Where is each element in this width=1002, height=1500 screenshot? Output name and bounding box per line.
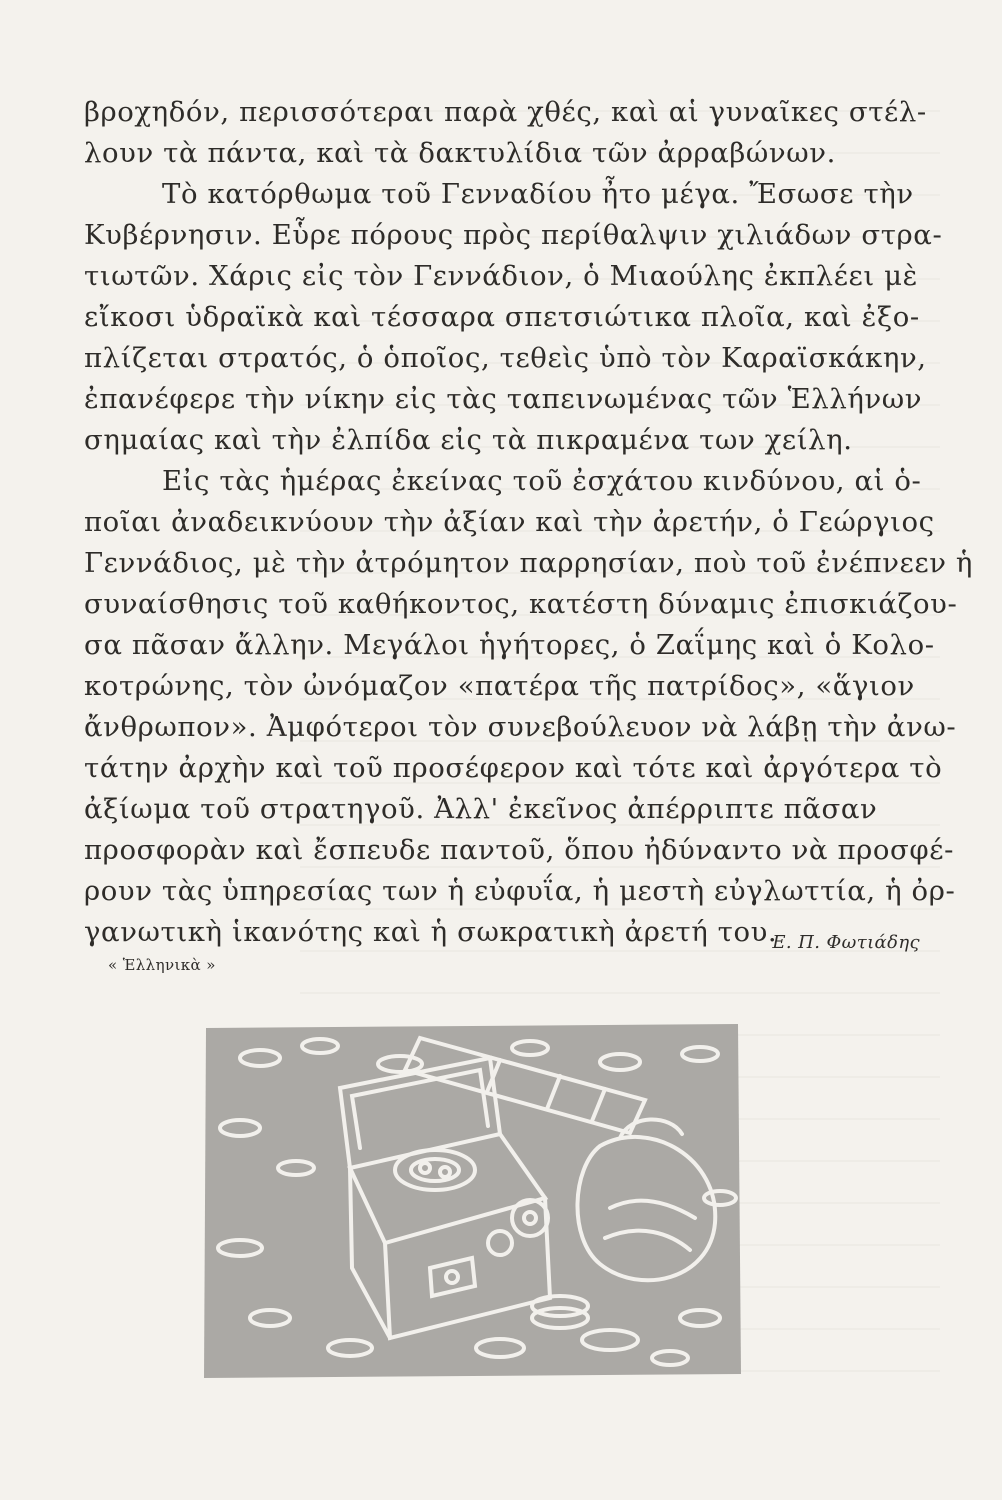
article-body [84, 92, 973, 953]
text-line: βροχηδόν, περισσότεραι παρὰ χθές, καὶ αἱ γυναῖκες στέλ- [84, 96, 927, 128]
text-line: τιωτῶν. Χάρις εἰς τὸν Γεννάδιον, ὁ Μιαούλης ἐκπλέει μὲ [84, 260, 918, 292]
text-line: ἄνθρωπον». Ἀμφότεροι τὸν συνεβούλευον νὰ λάβῃ τὴν ἀνω- [84, 711, 957, 743]
text-line: ἐπανέφερε τὴν νίκην εἰς τὰς ταπεινωμένας τῶν Ἑλλήνων [84, 383, 923, 415]
text-line: Γεννάδιος, μὲ τὴν ἀτρόμητον παρρησίαν, ποὺ τοῦ ἐνέπνεεν ἡ [84, 547, 973, 579]
text-line: ποῖαι ἀναδεικνύουν τὴν ἀξίαν καὶ τὴν ἀρετήν, ὁ Γεώργιος [84, 506, 935, 538]
text-line: σημαίας καὶ τὴν ἐλπίδα εἰς τὰ πικραμένα των χείλη. [84, 424, 853, 456]
source-citation: « Ἑλληνικὰ » [108, 956, 216, 974]
text-line: γανωτικὴ ἱκανότης καὶ ἡ σωκρατικὴ ἀρετή του. [84, 916, 778, 948]
text-line: λουν τὰ πάντα, καὶ τὰ δακτυλίδια τῶν ἀρραβώνων. [84, 137, 836, 169]
paragraph-1 [84, 92, 928, 174]
text-line: κοτρώνης, τὸν ὠνόμαζον «πατέρα τῆς πατρίδος», «ἅγιον [84, 670, 915, 702]
text-line: εἴκοσι ὑδραϊκὰ καὶ τέσσαρα σπετσιώτικα πλοῖα, καὶ ἐξο- [84, 301, 920, 333]
text-line: Εἰς τὰς ἡμέρας ἐκείνας τοῦ ἐσχάτου κινδύνου, αἱ ὁ- [162, 465, 922, 497]
author-signature: Ε. Π. Φωτιάδης [772, 932, 920, 953]
treasure-chest-illustration [200, 1018, 745, 1383]
text-line: ρουν τὰς ὑπηρεσίας των ἡ εὐφυΐα, ἡ μεστὴ εὐγλωττία, ἡ ὀρ- [84, 875, 956, 907]
text-line: προσφορὰν καὶ ἔσπευδε παντοῦ, ὅπου ἠδύναντο νὰ προσφέ- [84, 834, 955, 866]
treasure-chest-icon [200, 1018, 745, 1383]
text-line: συναίσθησις τοῦ καθήκοντος, κατέστη δύναμις ἐπισκιάζου- [84, 588, 958, 620]
text-line: σα πᾶσαν ἄλλην. Μεγάλοι ἡγήτορες, ὁ Ζαΐμης καὶ ὁ Κολο- [84, 629, 935, 661]
text-line: πλίζεται στρατός, ὁ ὁποῖος, τεθεὶς ὑπὸ τὸν Καραϊσκάκην, [84, 342, 927, 374]
paragraph-2 [84, 174, 943, 461]
text-line: ἀξίωμα τοῦ στρατηγοῦ. Ἀλλ' ἐκεῖνος ἀπέρριπτε πᾶσαν [84, 793, 878, 825]
text-line: Κυβέρνησιν. Εὗρε πόρους πρὸς περίθαλψιν χιλιάδων στρα- [84, 219, 943, 251]
text-line: Τὸ κατόρθωμα τοῦ Γενναδίου ἦτο μέγα. Ἔσωσε τὴν [162, 178, 914, 210]
text-line: τάτην ἀρχὴν καὶ τοῦ προσέφερον καὶ τότε καὶ ἀργότερα τὸ [84, 752, 943, 784]
paragraph-3 [84, 461, 973, 953]
